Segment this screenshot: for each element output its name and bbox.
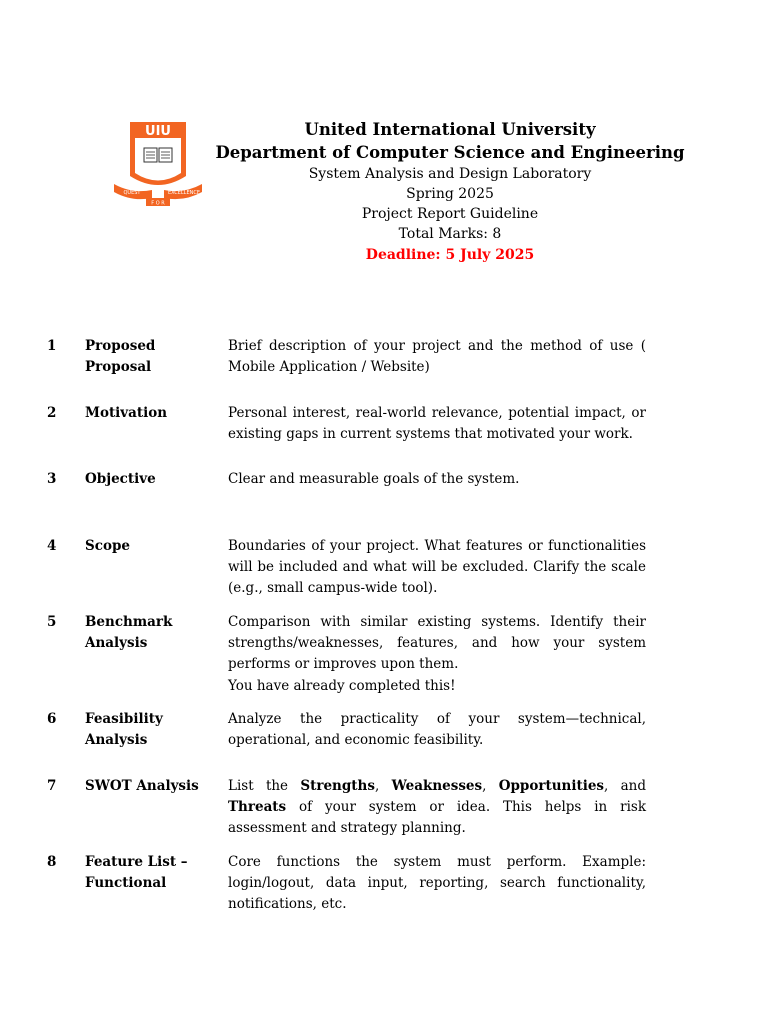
uiu-seal-icon [112,118,204,210]
document-title: Project Report Guideline [361,206,539,222]
item-number: 1 [47,338,57,354]
item-title: Benchmark Analysis [85,614,173,652]
semester: Spring 2025 [406,186,494,202]
university-name: United International University [304,120,596,139]
swot-text: , and [604,778,647,794]
item-description: Clear and measurable goals of the system. [228,471,520,487]
item-description: Analyze the practicality of your system—technical, operational, and economic feasibility. [228,711,646,749]
department-name: Department of Computer Science and Engineering [215,143,685,162]
item-title: Feasibility Analysis [85,711,163,749]
item-number: 8 [47,854,57,870]
item-title: Scope [85,538,131,554]
swot-strengths: Strengths [300,778,375,794]
swot-weaknesses: Weaknesses [391,778,483,794]
swot-opportunities: Opportunities [498,778,605,794]
item-number: 3 [47,471,57,487]
item-description: Core functions the system must perform. Example: login/logout, data input, reporting, search functionality, notifications, etc. [228,854,646,913]
swot-text: , [374,778,392,794]
svg-text:QUEST: QUEST [123,190,141,196]
course-name: System Analysis and Design Laboratory [308,166,592,182]
item-number: 6 [47,711,57,727]
swot-text: List the [228,778,301,794]
item-title: SWOT Analysis [85,778,199,794]
total-marks: Total Marks: 8 [398,226,502,242]
item-number: 7 [47,778,57,794]
document-header [200,118,700,266]
svg-text:UIU: UIU [145,124,171,139]
item-description: Brief description of your project and the method of use ( Mobile Application / Website) [228,338,646,376]
swot-threats: Threats [228,799,287,816]
item-note: You have already completed this! [228,677,456,694]
item-title: Feature List – Functional [85,854,188,892]
svg-text:EXCELLENCE: EXCELLENCE [168,190,200,196]
university-logo [112,118,204,210]
item-description: Personal interest, real-world relevance, potential impact, or existing gaps in current systems that motivated your work. [228,405,646,443]
svg-text:F O R: F O R [151,200,165,207]
swot-text: of your system or idea. This helps in risk assessment and strategy planning. [228,799,646,837]
item-description: Boundaries of your project. What features or functionalities will be included and what will be excluded. Clarify the scale (e.g., small campus-wide tool). [228,538,646,597]
item-number: 5 [47,614,57,630]
item-description [228,612,646,697]
item-title: Proposed Proposal [85,338,156,376]
item-title: Motivation [85,405,168,421]
item-number: 2 [47,405,57,421]
item-description-text: Comparison with similar existing systems. Identify their strengths/weaknesses, features, and how your system performs or improves upon them. [228,614,646,673]
swot-text: , [482,778,499,794]
item-description [228,776,646,840]
deadline: Deadline: 5 July 2025 [365,247,535,263]
item-number: 4 [47,538,57,554]
item-title: Objective [85,471,156,487]
